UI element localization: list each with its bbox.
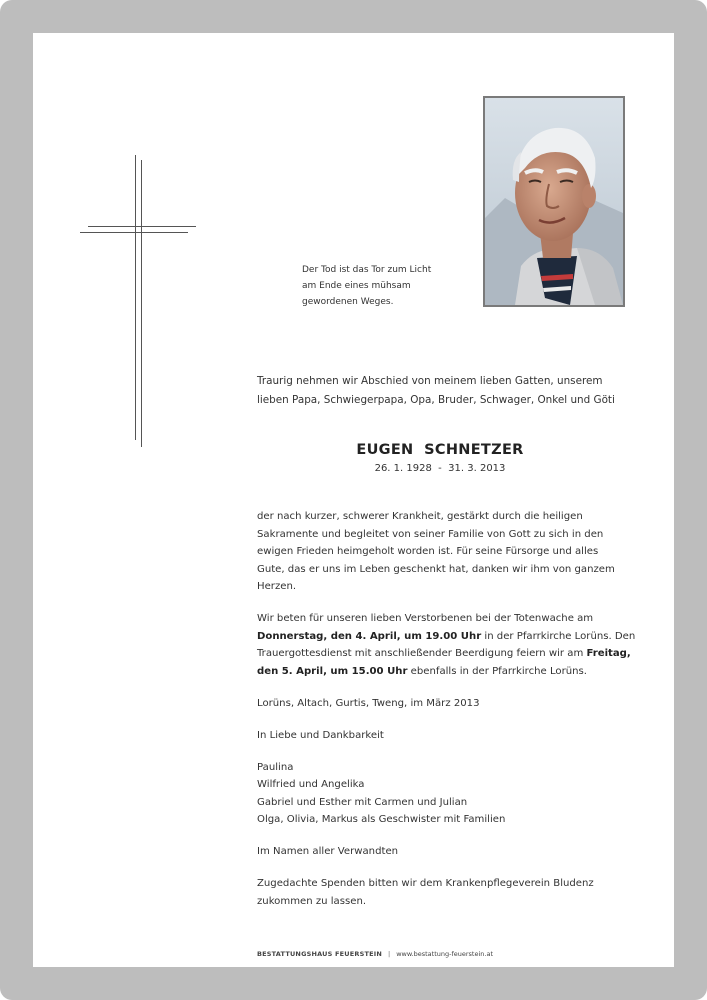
body-line: Wir beten für unseren lieben Verstorbenen bei der Totenwache am (257, 613, 594, 624)
obituary-body (257, 508, 636, 925)
life-dates: 26. 1. 1928 - 31. 3. 2013 (374, 463, 506, 474)
wake-location: in der Pfarrkirche Lorüns. Den (481, 630, 636, 642)
body-line: Gute, das er uns im Leben geschenkt hat, danken wir ihm von ganzem (257, 563, 615, 575)
paragraph-farewell (257, 508, 627, 596)
quote-line: Der Tod ist das Tor zum Licht (302, 265, 432, 275)
mourners-list (257, 759, 627, 829)
funeral-home-website[interactable]: www.bestattung-feuerstein.at (396, 950, 494, 958)
intro-line: Traurig nehmen wir Abschied von meinem lieben Gatten, unserem (257, 375, 603, 387)
funeral-location: ebenfalls in der Pfarrkirche Lorüns. (407, 665, 588, 677)
funeral-text: Trauergottesdienst mit anschließender Beerdigung feiern wir am (257, 648, 587, 659)
funeral-date: den 5. April, um 15.00 Uhr (257, 665, 408, 677)
mourner: Olga, Olivia, Markus als Geschwister mit Familien (257, 814, 506, 825)
paragraph-services (257, 610, 636, 680)
intro-line: lieben Papa, Schwiegerpapa, Opa, Bruder, Schwager, Onkel und Göti (257, 394, 615, 406)
on-behalf: Im Namen aller Verwandten (257, 846, 399, 857)
mourner: Gabriel und Esther mit Carmen und Julian (257, 796, 468, 808)
wake-date: Donnerstag, den 4. April, um 19.00 Uhr (257, 630, 482, 642)
body-line: Herzen. (257, 581, 297, 592)
portrait-image (485, 98, 623, 305)
deceased-name: EUGEN SCHNETZER (356, 442, 524, 458)
footer-separator: | (388, 950, 391, 958)
funeral-home-name: BESTATTUNGSHAUS FEUERSTEIN (257, 950, 382, 958)
body-line: ewigen Frieden heimgeholt worden ist. Für seine Fürsorge und alles (257, 546, 599, 557)
donations-note (257, 875, 627, 910)
body-line: zukommen zu lassen. (257, 895, 367, 907)
footer (257, 950, 493, 958)
place-date: Lorüns, Altach, Gurtis, Tweng, im März 2013 (257, 697, 480, 709)
mourner: Paulina (257, 761, 294, 773)
closing-phrase: In Liebe und Dankbarkeit (257, 729, 384, 741)
body-line (257, 663, 627, 681)
body-line: Sakramente und begleitet von seiner Familie von Gott zu sich in den (257, 528, 604, 540)
quote-line: am Ende eines mühsam (302, 281, 411, 291)
body-line (257, 628, 636, 646)
intro-text (257, 372, 657, 410)
body-line (257, 645, 631, 663)
body-line: Zugedachte Spenden bitten wir dem Krankenpflegeverein Bludenz (257, 878, 594, 889)
quote-line: gewordenen Weges. (302, 297, 394, 307)
mourner: Wilfried und Angelika (257, 779, 365, 790)
funeral-day: Freitag, (586, 648, 631, 659)
quote (302, 262, 472, 310)
body-line: der nach kurzer, schwerer Krankheit, gestärkt durch die heiligen (257, 511, 583, 522)
portrait-photo (483, 96, 625, 307)
